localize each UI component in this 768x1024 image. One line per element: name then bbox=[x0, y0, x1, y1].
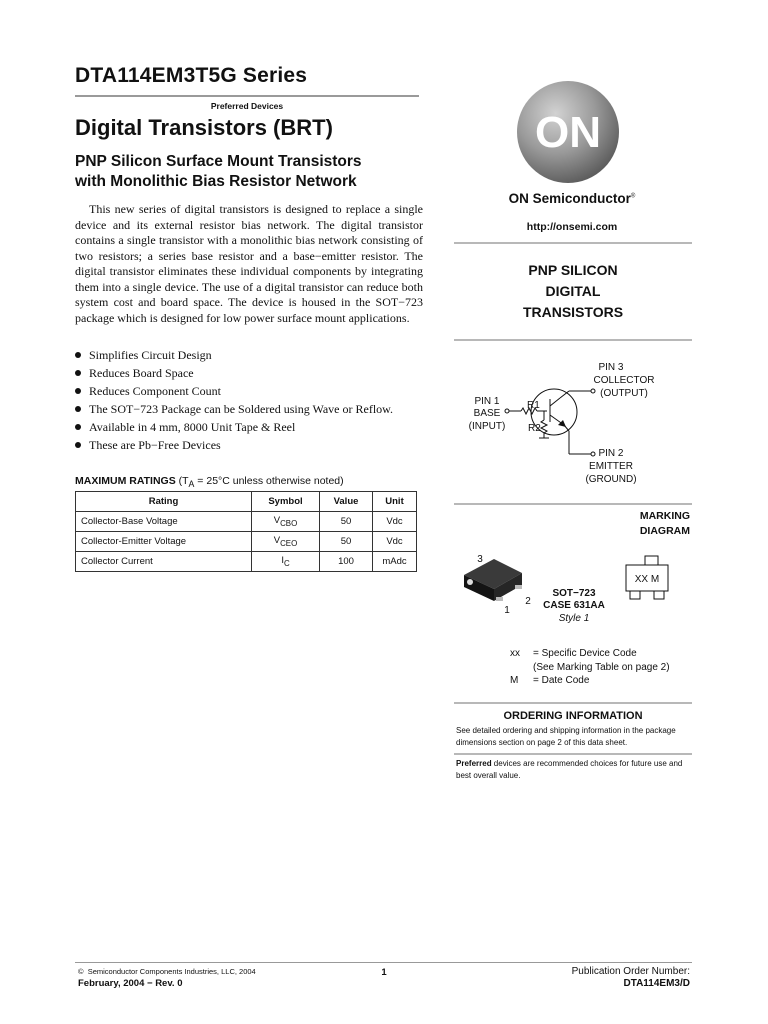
case-number: CASE 631AA bbox=[543, 600, 605, 611]
publication-number: DTA114EM3/D bbox=[623, 978, 690, 989]
preferred-note: Preferred devices are recommended choices for future use and best overall value. bbox=[456, 759, 683, 780]
schematic bbox=[505, 389, 595, 456]
table-row bbox=[76, 552, 417, 572]
feature-item: Reduces Board Space bbox=[75, 364, 393, 382]
unit-cell: Vdc bbox=[373, 532, 417, 552]
bullet-icon bbox=[75, 406, 81, 412]
ordering-info-text: See detailed ordering and shipping information in the package dimensions section on page 2 of this data sheet. bbox=[456, 726, 676, 747]
bullet-icon bbox=[75, 424, 81, 430]
column-header: Symbol bbox=[252, 492, 320, 512]
feature-item: Available in 4 mm, 8000 Unit Tape & Reel bbox=[75, 418, 393, 436]
marking-diagram-title: MARKING DIAGRAM bbox=[639, 510, 690, 537]
package-name: SOT−723 bbox=[552, 588, 596, 599]
legend-row: M = Date Code bbox=[510, 675, 590, 686]
subtitle-line-1: PNP Silicon Surface Mount Transistors bbox=[75, 153, 362, 170]
sidebar-divider bbox=[454, 503, 692, 505]
pin-1-number: 1 bbox=[504, 605, 510, 616]
title-divider bbox=[75, 95, 419, 97]
pin1-label: PIN 1 bbox=[474, 396, 500, 407]
legend-row: xx = Specific Device Code bbox=[510, 648, 637, 659]
on-semiconductor-logo bbox=[516, 80, 620, 184]
product-title: PNP SILICON DIGITAL TRANSISTORS bbox=[522, 262, 624, 320]
footer-divider bbox=[75, 962, 692, 963]
brand-name: ON Semiconductor® bbox=[508, 191, 636, 206]
page-title: Digital Transistors (BRT) bbox=[75, 115, 333, 140]
table-row bbox=[76, 512, 417, 532]
page-number: 1 bbox=[381, 967, 387, 978]
logo-text: ON bbox=[535, 108, 601, 157]
rating-cell: Collector Current bbox=[76, 552, 252, 572]
preferred-devices-label: Preferred Devices bbox=[210, 101, 284, 111]
legend-row: (See Marking Table on page 2) bbox=[533, 661, 670, 673]
feature-list bbox=[75, 346, 393, 454]
base-label: BASE bbox=[473, 408, 501, 419]
series-title: DTA114EM3T5G Series bbox=[75, 64, 308, 87]
marking-legend bbox=[510, 647, 670, 688]
ratings-table bbox=[75, 491, 417, 572]
column-header: Unit bbox=[373, 492, 417, 512]
value-cell: 50 bbox=[320, 532, 373, 552]
value-cell: 50 bbox=[320, 512, 373, 532]
output-label: (OUTPUT) bbox=[600, 388, 648, 399]
website-link[interactable]: http://onsemi.com bbox=[526, 221, 618, 233]
unit-cell: Vdc bbox=[373, 512, 417, 532]
copyright-notice: © Semiconductor Components Industries, LLC, 2004 bbox=[78, 967, 256, 976]
bullet-icon bbox=[75, 388, 81, 394]
symbol-cell: $V_{CEO}$ bbox=[252, 532, 320, 552]
publication-label: Publication Order Number: bbox=[571, 966, 690, 977]
bullet-icon bbox=[75, 370, 81, 376]
package-icon bbox=[464, 559, 522, 601]
sidebar-divider bbox=[454, 753, 692, 755]
column-header: Value bbox=[320, 492, 373, 512]
unit-cell: mAdc bbox=[373, 552, 417, 572]
feature-item: Reduces Component Count bbox=[75, 382, 393, 400]
rating-cell: Collector-Emitter Voltage bbox=[76, 532, 252, 552]
r2-label: R2 bbox=[528, 423, 541, 434]
sidebar-divider bbox=[454, 702, 692, 704]
description-paragraph: This new series of digital transistors is designed to replace a single device and its external resistor bias network. The digital transistor contains a single transistor with a monolithic bias network consisting of two resistors; a series base resistor and a base−emitter resistor. The digital transistor eliminates these individual components by integrating them into a single device. The use of a digital transistor can reduce both system cost and board space. The device is housed in the SOT−723 package which is designed for low power surface mount applications. bbox=[75, 202, 423, 325]
bullet-icon bbox=[75, 352, 81, 358]
subtitle-line-2: with Monolithic Bias Resistor Network bbox=[75, 173, 357, 190]
table-header-row bbox=[76, 492, 417, 512]
ordering-info-title: ORDERING INFORMATION bbox=[503, 710, 643, 722]
pin3-label: PIN 3 bbox=[598, 362, 624, 373]
copyright-icon: © bbox=[78, 967, 84, 976]
r1-label: R1 bbox=[527, 400, 540, 411]
circuit-diagram bbox=[454, 358, 692, 488]
sidebar-divider bbox=[454, 242, 692, 244]
bullet-icon bbox=[75, 442, 81, 448]
column-header: Rating bbox=[76, 492, 252, 512]
symbol-cell: $V_{CBO}$ bbox=[252, 512, 320, 532]
table-row bbox=[76, 532, 417, 552]
symbol-cell: $I_C$ bbox=[252, 552, 320, 572]
collector-label: COLLECTOR bbox=[593, 375, 655, 386]
marking-diagram bbox=[454, 545, 692, 625]
feature-item: Simplifies Circuit Design bbox=[75, 346, 393, 364]
feature-item: The SOT−723 Package can be Soldered using Wave or Reflow. bbox=[75, 400, 393, 418]
sidebar-divider bbox=[454, 339, 692, 341]
value-cell: 100 bbox=[320, 552, 373, 572]
feature-item: These are Pb−Free Devices bbox=[75, 436, 393, 454]
emitter-label: EMITTER bbox=[589, 461, 633, 472]
pin2-label: PIN 2 bbox=[598, 448, 624, 459]
revision-date: February, 2004 − Rev. 0 bbox=[78, 978, 183, 989]
style-label: Style 1 bbox=[558, 613, 590, 624]
marking-code: XX M bbox=[634, 574, 660, 585]
pin-3-number: 3 bbox=[477, 554, 483, 565]
pin-2-number: 2 bbox=[525, 596, 531, 607]
ratings-heading: MAXIMUM RATINGS ($T_A = 25^\circ C$ unless otherwise noted) bbox=[75, 475, 344, 490]
input-label: (INPUT) bbox=[468, 421, 506, 432]
ground-label: (GROUND) bbox=[585, 474, 637, 485]
subtitle bbox=[75, 152, 435, 192]
rating-cell: Collector-Base Voltage bbox=[76, 512, 252, 532]
